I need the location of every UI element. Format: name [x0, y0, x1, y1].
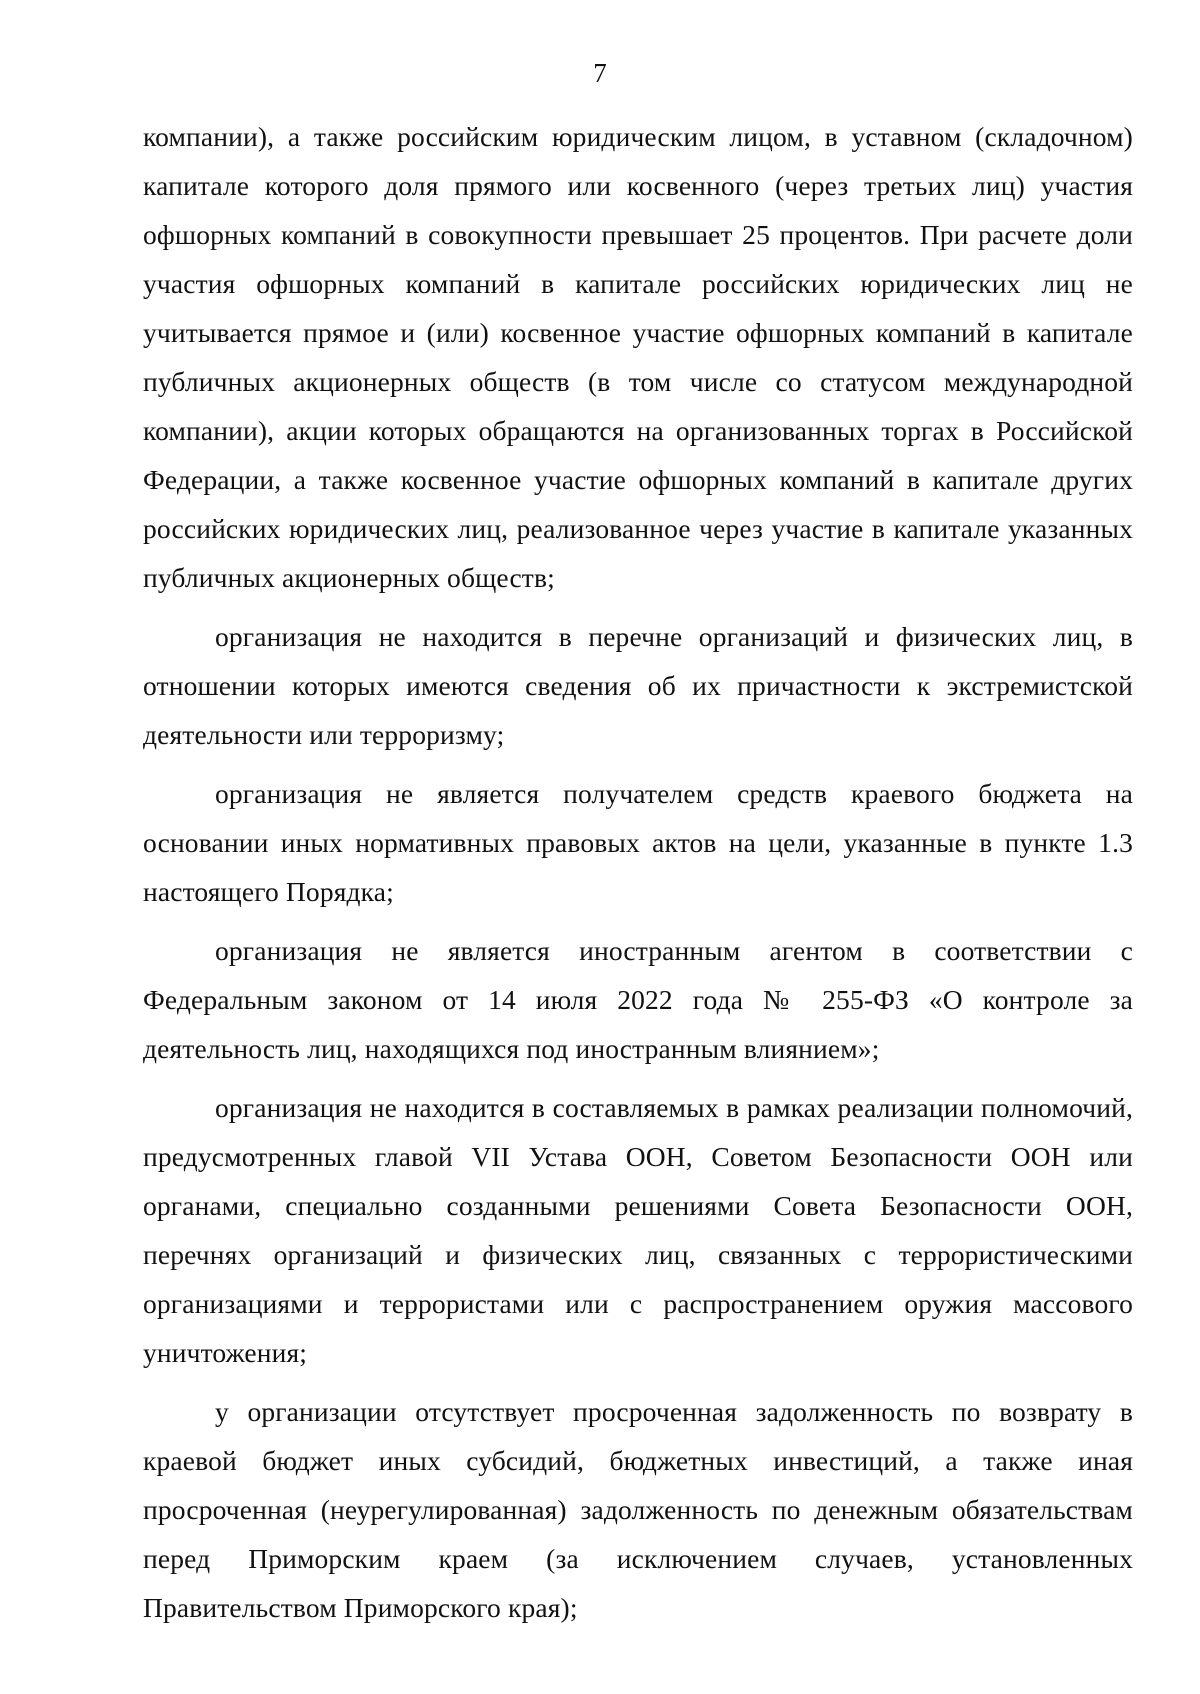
paragraph-overdue-debt: у организации отсутствует просроченная задолженность по возврату в краевой бюджет иных субсидий, бюджетных инвестиций, а также иная просроченная (неурегулированная) задолженность по денежным обязательствам перед Приморским краем (за исключением случаев, установленных Правительством Приморского края); [143, 1396, 1133, 1623]
paragraph-foreign-agent: организация не является иностранным агентом в соответствии с Федеральным законом от 14 июля 2022 года № 255-ФЗ «О контроле за деятельность лиц, находящихся под иностранным влиянием»; [143, 935, 1133, 1064]
paragraph-other-budget-funds: организация не является получателем средств краевого бюджета на основании иных нормативных правовых актов на цели, указанные в пункте 1.3 настоящего Порядка; [143, 778, 1133, 907]
page-number: 7 [593, 58, 607, 88]
paragraph-offshore-participation: компании), а также российским юридическим лицом, в уставном (складочном) капитале которого доля прямого или косвенного (через третьих лиц) участия офшорных компаний в совокупности превышает 25 процентов. При расчете доли участия офшорных компаний в капитале российских юридических лиц не учитывается прямое и (или) косвенное участие офшорных компаний в капитале публичных акционерных обществ (в том числе со статусом международной компании), акции которых обращаются на организованных торгах в Российской Федерации, а также косвенное участие офшорных компаний в капитале других российских юридических лиц, реализованное через участие в капитале указанных публичных акционерных обществ; [143, 121, 1133, 593]
paragraph-extremism-list: организация не находится в перечне организаций и физических лиц, в отношении которых имеются сведения об их причастности к экстремистской деятельности или терроризму; [143, 621, 1133, 750]
paragraph-un-security-council-lists: организация не находится в составляемых в рамках реализации полномочий, предусмотренных главой VII Устава ООН, Советом Безопасности ООН или органами, специально созданными решениями Совета Безопасности ООН, перечнях организаций и физических лиц, связанных с террористическими организациями и террористами или с распространением оружия массового уничтожения; [143, 1092, 1133, 1368]
document-body [143, 112, 1133, 1642]
